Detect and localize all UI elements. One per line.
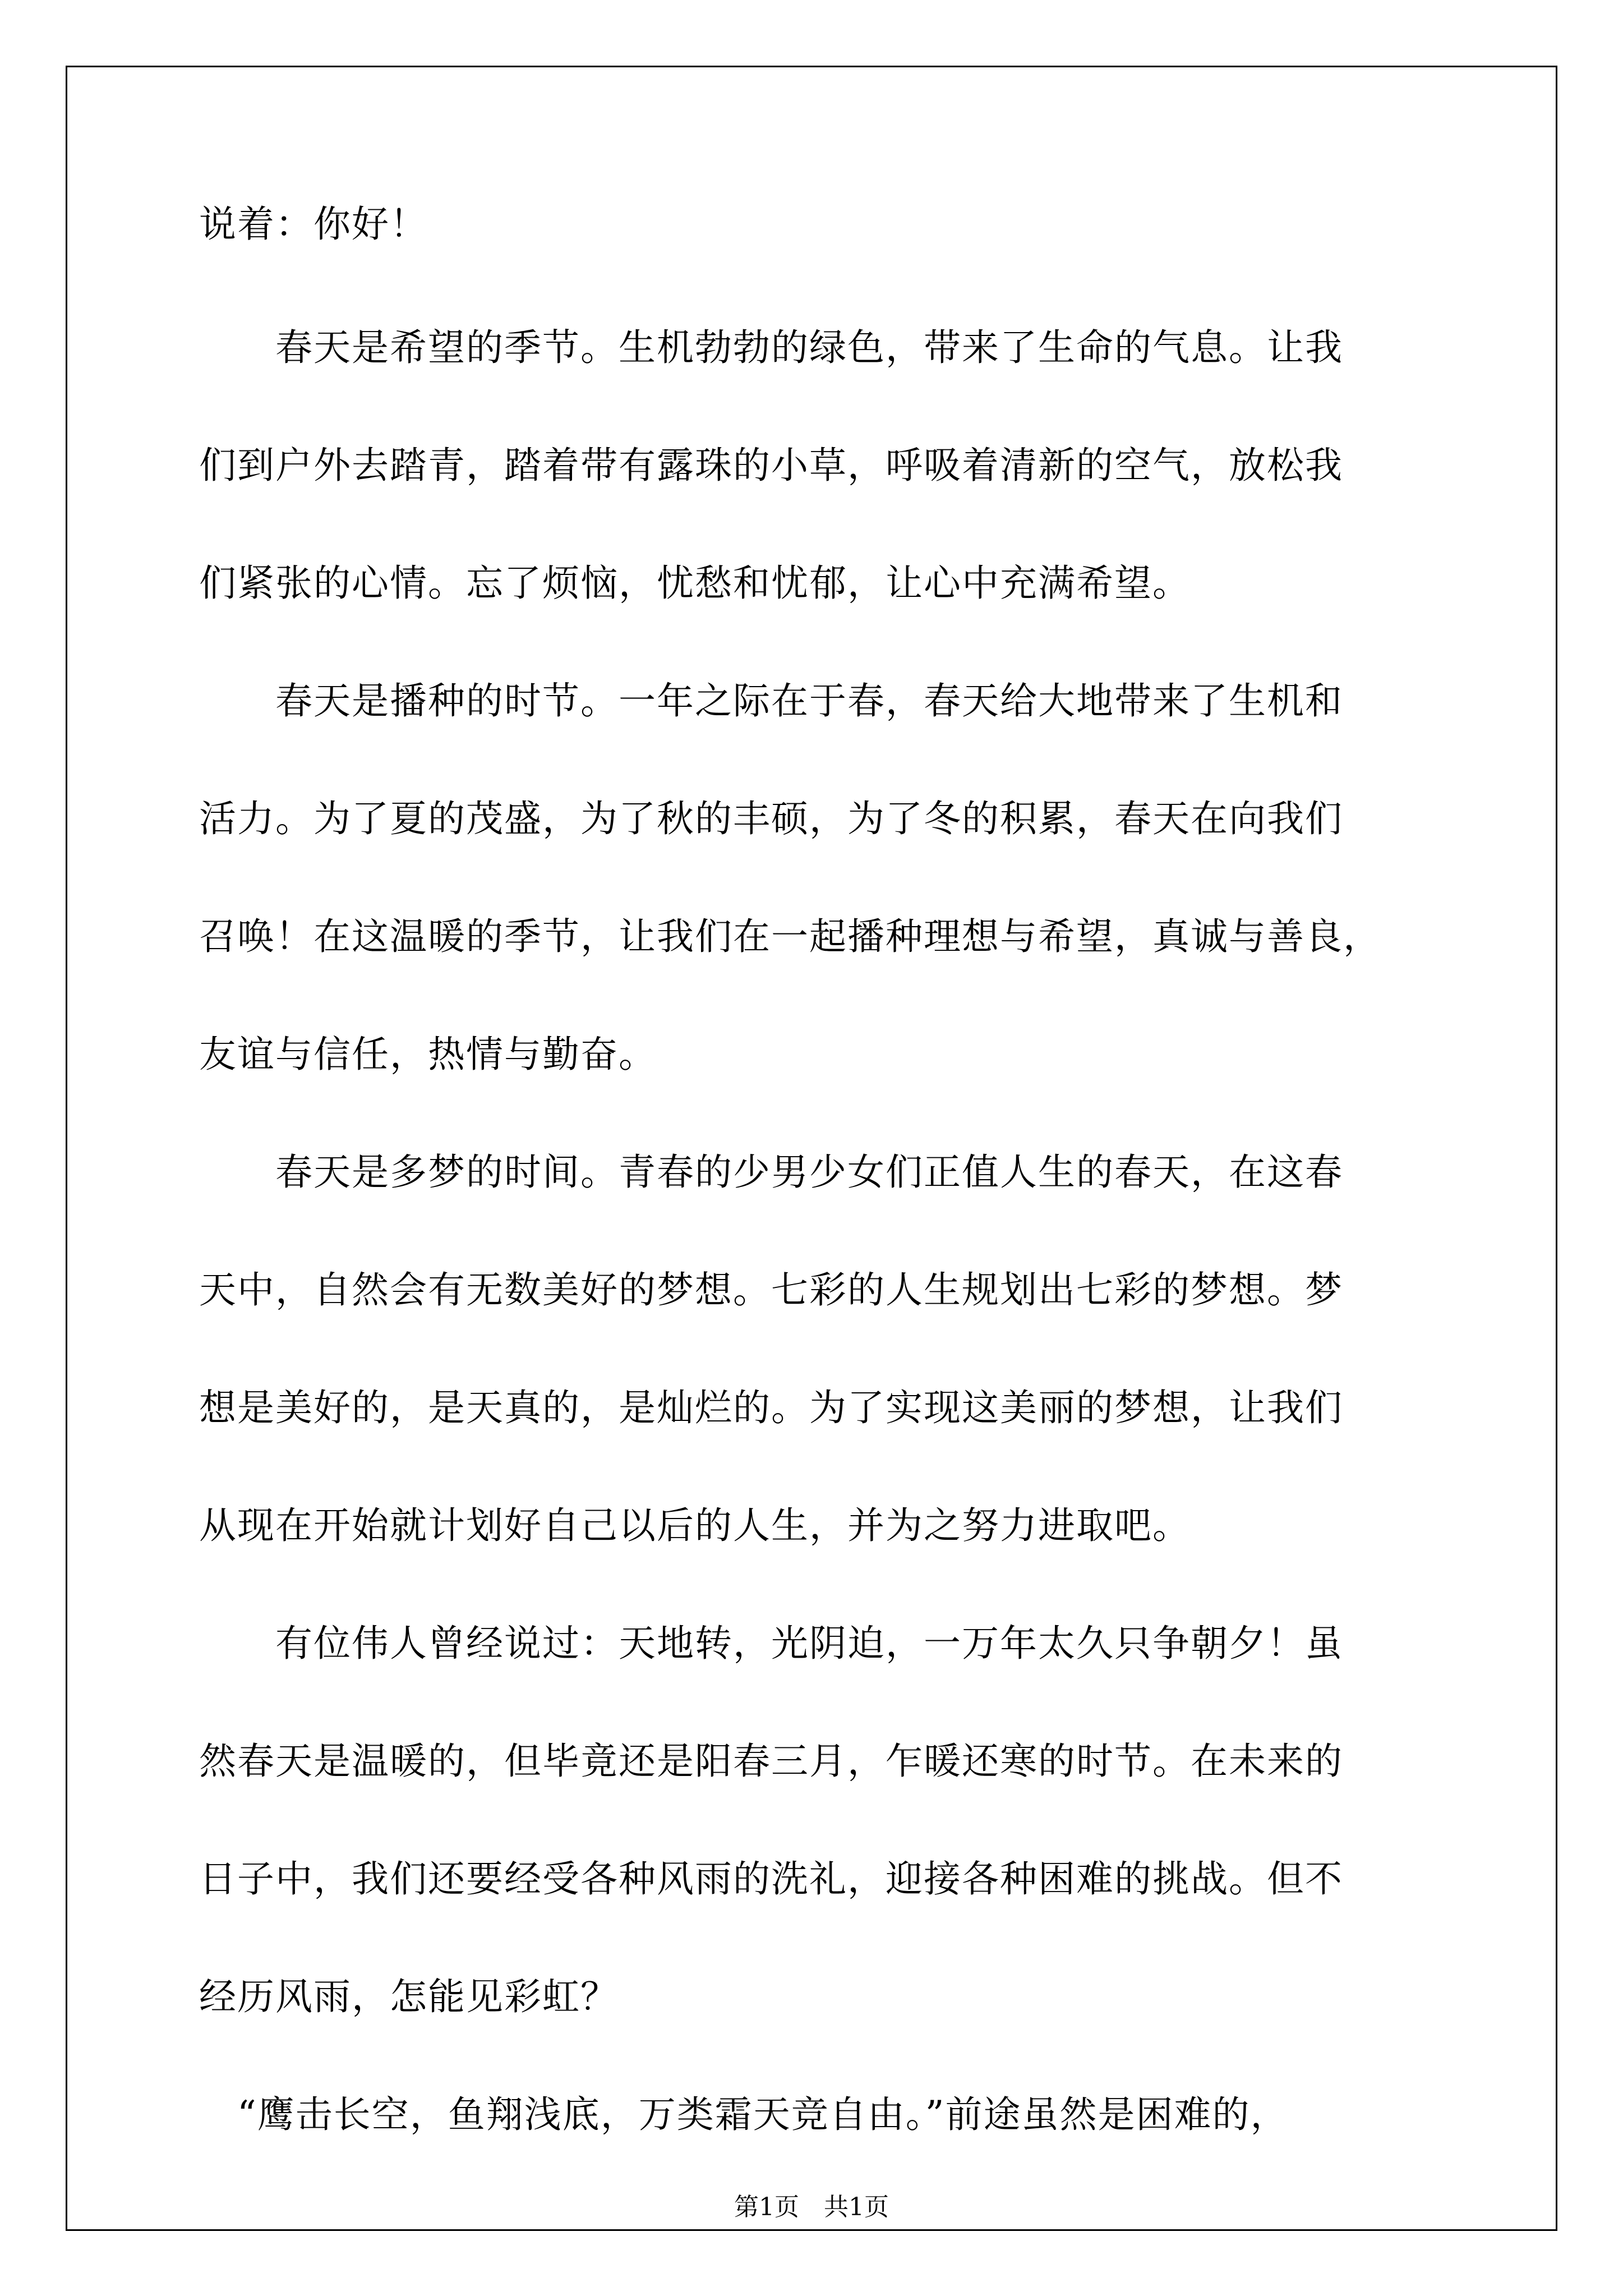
text-line: “鹰击长空，鱼翔浅底，万类霜天竞自由。”前途虽然是困难的，: [199, 2093, 1289, 2136]
text-line: 们到户外去踏青，踏着带有露珠的小草，呼吸着清新的空气，放松我: [199, 444, 1343, 487]
text-line: 友谊与信任，热情与勤奋。: [199, 1033, 657, 1076]
text-line: 有位伟人曾经说过：天地转，光阴迫，一万年太久只争朝夕！虽: [199, 1622, 1343, 1665]
text-line: 说着：你好！: [199, 203, 428, 246]
page-footer: 第1页 共1页: [734, 2193, 889, 2221]
text-line: 从现在开始就计划好自己以后的人生，并为之努力进取吧。: [199, 1504, 1191, 1547]
text-line: 日子中，我们还要经受各种风雨的洗礼，迎接各种困难的挑战。但不: [199, 1857, 1343, 1901]
text-line: 想是美好的，是天真的，是灿烂的。为了实现这美丽的梦想，让我们: [199, 1386, 1343, 1429]
text-line: 春天是希望的季节。生机勃勃的绿色，带来了生命的气息。让我: [199, 326, 1343, 369]
text-line: 天中，自然会有无数美好的梦想。七彩的人生规划出七彩的梦想。梦: [199, 1268, 1343, 1312]
text-line: 然春天是温暖的，但毕竟还是阳春三月，乍暖还寒的时节。在未来的: [199, 1740, 1343, 1783]
text-line: 经历风雨，怎能见彩虹？: [199, 1975, 619, 2018]
text-line: 春天是多梦的时间。青春的少男少女们正值人生的春天，在这春: [199, 1151, 1343, 1194]
text-line: 活力。为了夏的茂盛，为了秋的丰硕，为了冬的积累，春天在向我们: [199, 797, 1343, 840]
text-line: 春天是播种的时节。一年之际在于春，春天给大地带来了生机和: [199, 679, 1343, 723]
text-line: 召唤！在这温暖的季节，让我们在一起播种理想与希望，真诚与善良，: [199, 915, 1381, 958]
text-line: 们紧张的心情。忘了烦恼，忧愁和忧郁，让心中充满希望。: [199, 562, 1191, 605]
